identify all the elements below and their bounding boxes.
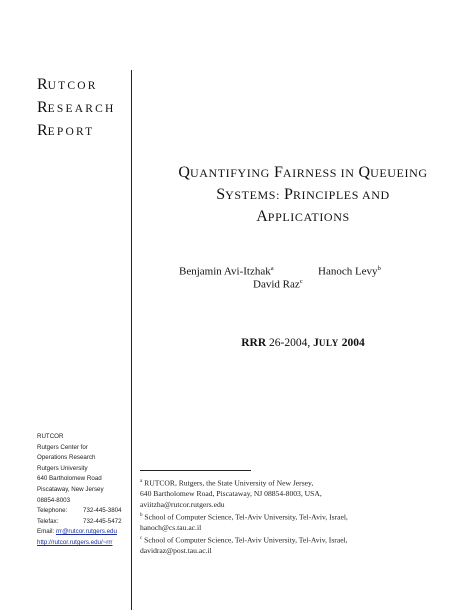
telephone-row: Telephone: 732-445-3804 [37,507,122,515]
telefax-row: Telefax: 732-445-5472 [37,517,122,525]
institution-address: RUTCOR Rutgers Center for Operations Research Rutgers University 640 Bartholomew Road Piscataway, New Jersey 08854-8003 Telephone: 732-445-3804 Telefax: 732-445-5472 Email: rrr@rutcor.rutgers.edu http://rutcor.rutgers.edu/~rrr [37,432,122,549]
paper-title [140,162,466,228]
email-link[interactable]: rrr@rutcor.rutgers.edu [55,528,117,536]
footnote-a: $^a$ RUTCOR, Rutgers, the State University of New Jersey, [140,478,314,488]
report-number: RRR 26-2004, JULY 2004 [241,337,365,349]
email-row: Email: rrr@rutcor.rutgers.edu [37,528,117,536]
footnote-c: $^c$ School of Computer Science, Tel-Aviv University, Tel-Aviv, Israel, [140,535,348,545]
website-link[interactable]: http://rutcor.rutgers.edu/~rrr [37,538,113,546]
author-2: Hanoch Levy$^b$ [318,265,381,278]
author-3: David Raz$^c$ [253,278,303,291]
title-line-1: QUANTIFYING FAIRNESS IN QUEUEING [178,164,428,181]
affiliation-footnotes: $^a$ RUTCOR, Rutgers, the State University of New Jersey, 640 Bartholomew Road, Piscataway, NJ 08854-8003, USA, aviitzha@rutcor.rutgers.edu $^b$ School of Computer Science, Tel-Aviv University, Tel-Aviv, Israel, hanoch@cs.tau.ac.il $^c$ School of Computer Science, Tel-Aviv University, Tel-Aviv, Israel, davidraz@post.tau.ac.il [140,477,470,557]
series-line-3: REPORT [37,122,95,139]
title-line-2: SYSTEMS: PRINCIPLES AND [216,186,390,203]
author-1: Benjamin Avi-Itzhak$^a$ [179,265,274,278]
title-line-3: APPLICATIONS [256,208,350,225]
series-line-1: RUTCOR [37,76,98,93]
series-name [37,74,115,143]
footnote-b: $^b$ School of Computer Science, Tel-Aviv University, Tel-Aviv, Israel, [140,512,348,522]
url-row [37,538,122,549]
series-line-2: RESEARCH [37,99,116,116]
footnote-divider [140,470,251,471]
vertical-divider [131,70,132,610]
